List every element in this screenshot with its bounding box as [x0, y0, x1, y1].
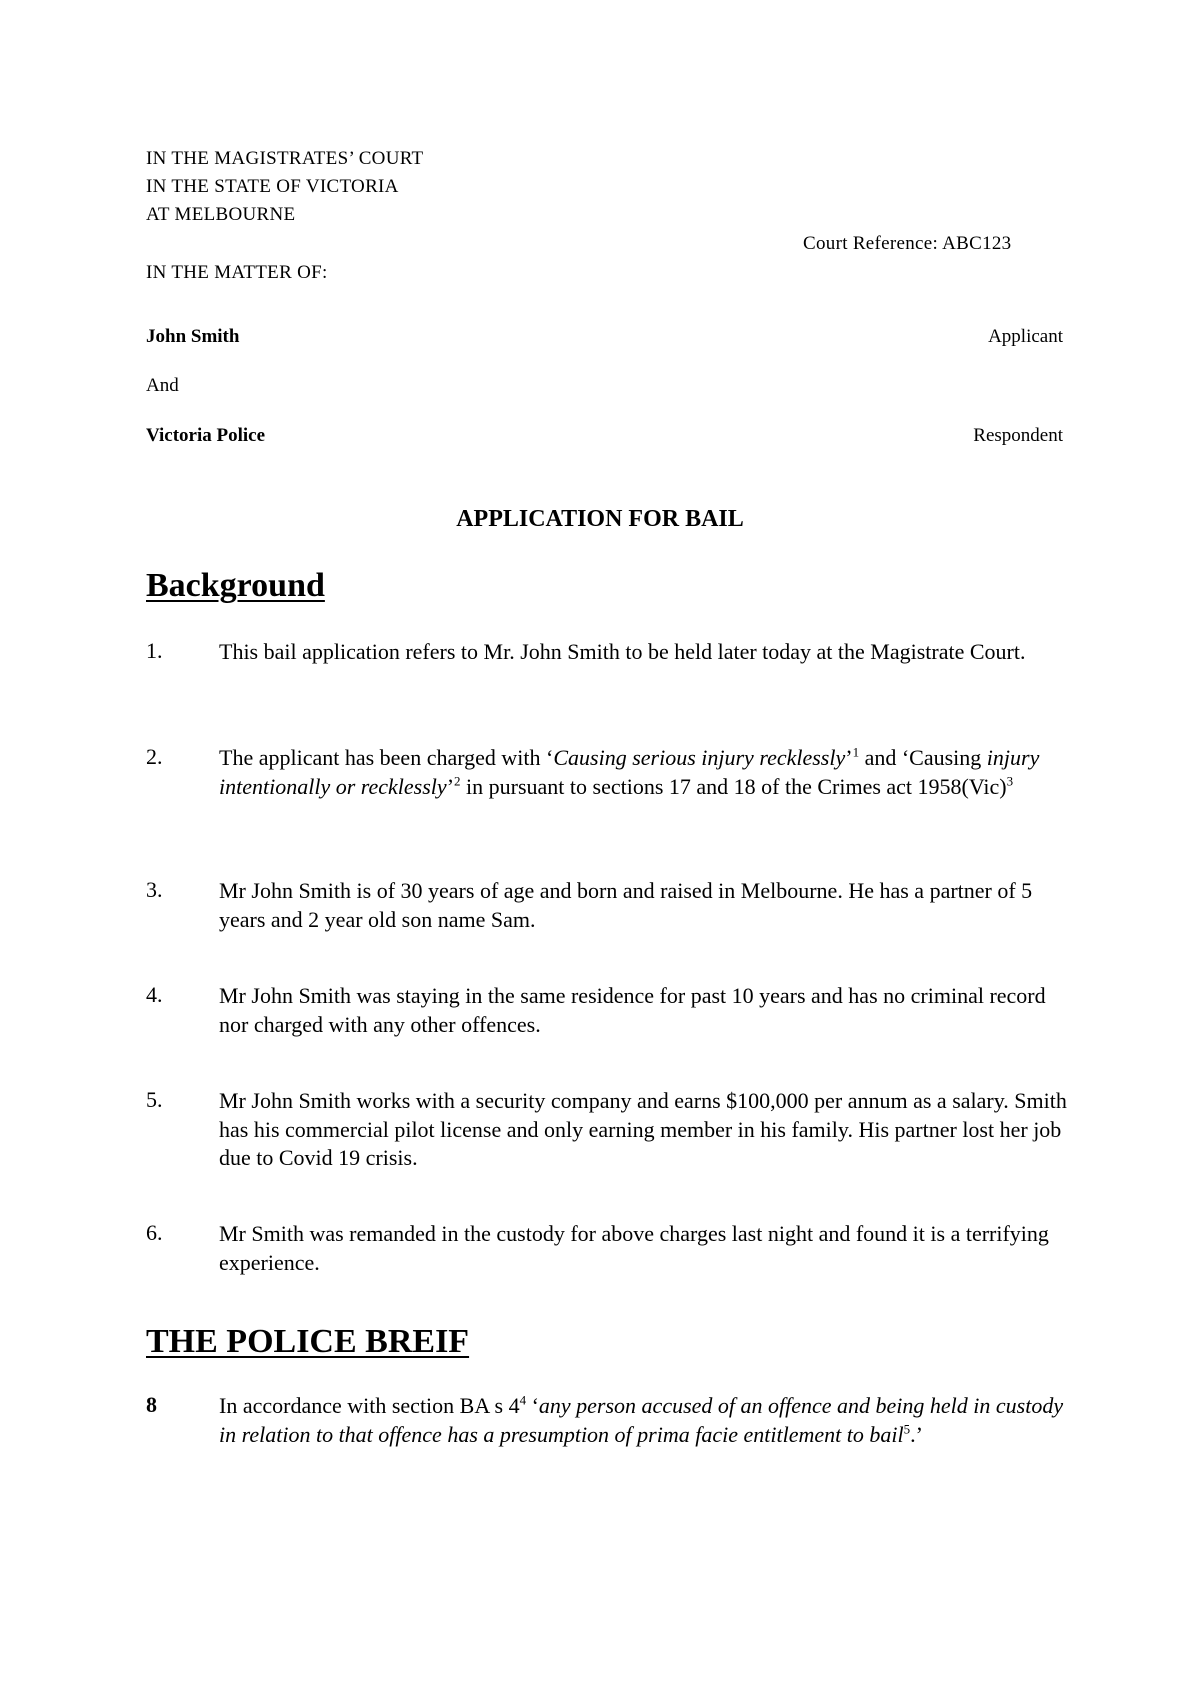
item-number: 5. [146, 1087, 163, 1112]
footnote-ref: 1 [852, 744, 860, 760]
item-number: 4. [146, 982, 163, 1007]
footnote-ref: 5 [903, 1421, 911, 1437]
item-number: 6. [146, 1220, 163, 1245]
court-name: IN THE MAGISTRATES’ COURT [146, 148, 424, 169]
background-paragraph-4: Mr John Smith was staying in the same residence for past 10 years and has no criminal record nor charged with any other offences. [219, 983, 1046, 1037]
court-state: IN THE STATE OF VICTORIA [146, 176, 399, 197]
background-paragraph-3: Mr John Smith is of 30 years of age and born and raised in Melbourne. He has a partner of 5 years and 2 year old son name Sam. [219, 878, 1033, 932]
court-reference: Court Reference: ABC123 [803, 233, 1012, 254]
applicant-name: John Smith [146, 326, 240, 347]
item-number: 3. [146, 877, 163, 902]
police-brief-heading: THE POLICE BREIF [146, 1323, 470, 1360]
background-paragraph-5: Mr John Smith works with a security company and earns $100,000 per annum as a salary. Smith has his commercial pilot license and only earning member in his family. His partner lost her job due to Covid 19 crisis. [219, 1088, 1067, 1170]
background-paragraph-6: Mr Smith was remanded in the custody for above charges last night and found it is a terrifying experience. [219, 1221, 1049, 1275]
matter-label: IN THE MATTER OF: [146, 262, 328, 283]
item-number: 1. [146, 638, 163, 663]
applicant-role: Applicant [988, 326, 1063, 347]
item-number: 2. [146, 744, 163, 769]
footnote-ref: 3 [1006, 773, 1014, 789]
respondent-name: Victoria Police [146, 425, 266, 446]
document-title: APPLICATION FOR BAIL [456, 506, 744, 532]
police-brief-paragraph: In accordance with section BA s $4^4$ ‘any person accused of an offence and being held in custody in relation to that offence has a presumption of prima facie entitlement to bail$^5$.’ [219, 1392, 1064, 1447]
background-heading: Background [146, 567, 325, 604]
court-location: AT MELBOURNE [146, 204, 296, 225]
party-conjunction: And [146, 375, 179, 396]
footnote-ref: 2 [454, 773, 461, 789]
background-paragraph-2: The applicant has been charged with ‘Causing serious injury recklessly’$^1$ and ‘Causing injury intentionally or recklessly’$^2$ in pursuant to sections 17 and 18 of the Crimes act 1958(Vic)$^3$ [219, 744, 1040, 799]
background-paragraph-1: This bail application refers to Mr. John Smith to be held later today at the Magistrate Court. [219, 639, 1026, 664]
respondent-role: Respondent [973, 425, 1063, 446]
footnote-ref: 4 [519, 1392, 527, 1408]
item-number: 8 [146, 1392, 157, 1417]
